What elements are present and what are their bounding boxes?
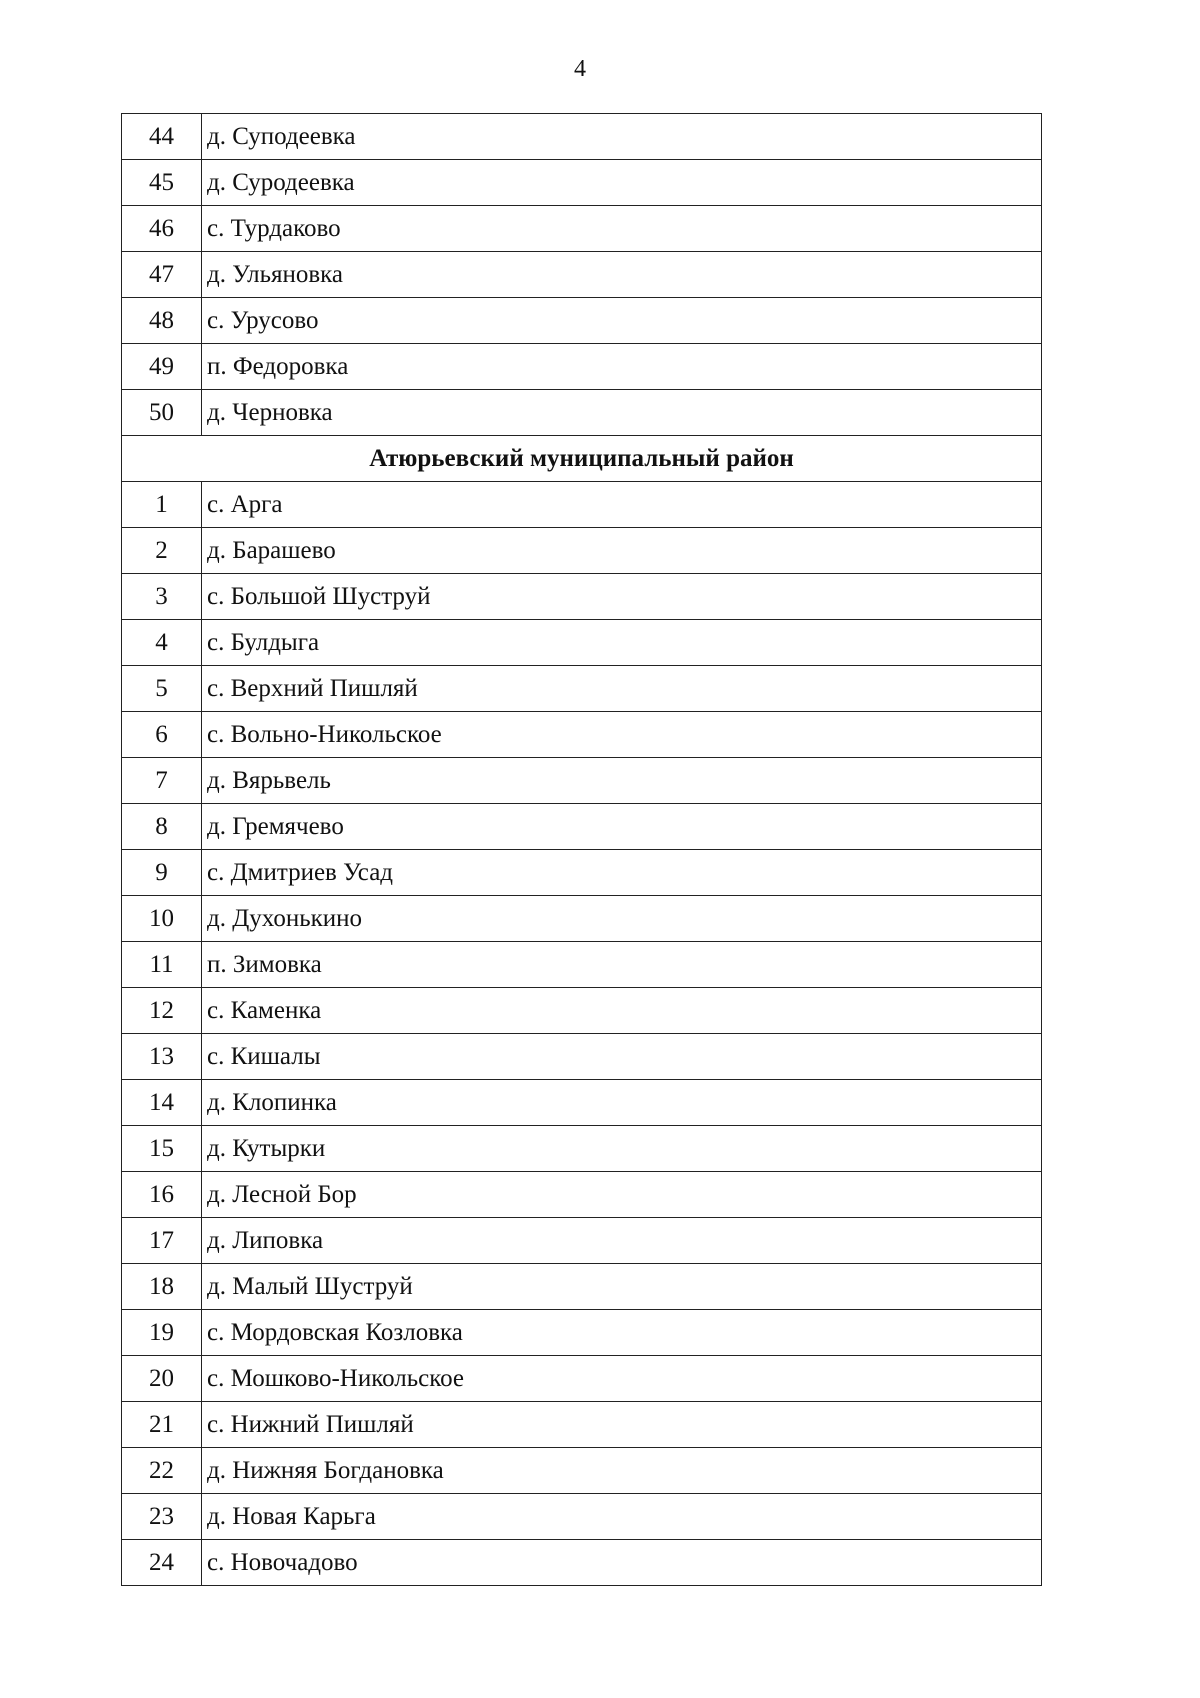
- settlement-name: с. Каменка: [202, 988, 1042, 1034]
- table-row: [122, 298, 1042, 344]
- table-row: [122, 1264, 1042, 1310]
- row-number: 1: [122, 482, 202, 528]
- settlement-name: с. Урусово: [202, 298, 1042, 344]
- section-title: Атюрьевский муниципальный район: [122, 436, 1042, 482]
- row-number: 22: [122, 1448, 202, 1494]
- table-row: [122, 1218, 1042, 1264]
- row-number: 16: [122, 1172, 202, 1218]
- settlement-name: д. Вярьвель: [202, 758, 1042, 804]
- settlement-name: д. Лесной Бор: [202, 1172, 1042, 1218]
- settlement-name: д. Суродеевка: [202, 160, 1042, 206]
- table-row: [122, 942, 1042, 988]
- section-header-row: [122, 436, 1042, 482]
- table-row: [122, 574, 1042, 620]
- settlements-table-body: [122, 114, 1042, 1586]
- row-number: 9: [122, 850, 202, 896]
- row-number: 19: [122, 1310, 202, 1356]
- table-row: [122, 1402, 1042, 1448]
- table-row: [122, 1034, 1042, 1080]
- row-number: 21: [122, 1402, 202, 1448]
- row-number: 23: [122, 1494, 202, 1540]
- settlement-name: д. Клопинка: [202, 1080, 1042, 1126]
- table-row: [122, 896, 1042, 942]
- row-number: 2: [122, 528, 202, 574]
- row-number: 10: [122, 896, 202, 942]
- table-row: [122, 160, 1042, 206]
- table-row: [122, 620, 1042, 666]
- table-row: [122, 528, 1042, 574]
- table-row: [122, 988, 1042, 1034]
- row-number: 5: [122, 666, 202, 712]
- settlement-name: с. Мордовская Козловка: [202, 1310, 1042, 1356]
- table-row: [122, 666, 1042, 712]
- settlement-name: д. Черновка: [202, 390, 1042, 436]
- table-row: [122, 114, 1042, 160]
- table-row: [122, 1310, 1042, 1356]
- table-row: [122, 390, 1042, 436]
- table-row: [122, 712, 1042, 758]
- settlement-name: с. Мошково-Никольское: [202, 1356, 1042, 1402]
- settlement-name: д. Духонькино: [202, 896, 1042, 942]
- table-row: [122, 482, 1042, 528]
- settlement-name: д. Липовка: [202, 1218, 1042, 1264]
- settlement-name: п. Федоровка: [202, 344, 1042, 390]
- settlement-name: д. Малый Шуструй: [202, 1264, 1042, 1310]
- settlement-name: п. Зимовка: [202, 942, 1042, 988]
- row-number: 45: [122, 160, 202, 206]
- row-number: 13: [122, 1034, 202, 1080]
- table-row: [122, 1356, 1042, 1402]
- settlement-name: с. Вольно-Никольское: [202, 712, 1042, 758]
- settlement-name: д. Новая Карьга: [202, 1494, 1042, 1540]
- settlement-name: д. Кутырки: [202, 1126, 1042, 1172]
- settlement-name: с. Арга: [202, 482, 1042, 528]
- row-number: 14: [122, 1080, 202, 1126]
- row-number: 44: [122, 114, 202, 160]
- settlement-name: с. Булдыга: [202, 620, 1042, 666]
- table-row: [122, 206, 1042, 252]
- settlement-name: с. Верхний Пишляй: [202, 666, 1042, 712]
- row-number: 6: [122, 712, 202, 758]
- row-number: 47: [122, 252, 202, 298]
- settlement-name: с. Нижний Пишляй: [202, 1402, 1042, 1448]
- table-row: [122, 1540, 1042, 1586]
- row-number: 3: [122, 574, 202, 620]
- row-number: 12: [122, 988, 202, 1034]
- table-row: [122, 1448, 1042, 1494]
- settlements-table: [121, 113, 1042, 1586]
- page-number: 4: [574, 56, 586, 82]
- settlement-name: д. Гремячево: [202, 804, 1042, 850]
- settlement-name: с. Дмитриев Усад: [202, 850, 1042, 896]
- settlement-name: с. Турдаково: [202, 206, 1042, 252]
- row-number: 49: [122, 344, 202, 390]
- table-row: [122, 1080, 1042, 1126]
- table-row: [122, 1126, 1042, 1172]
- row-number: 7: [122, 758, 202, 804]
- row-number: 50: [122, 390, 202, 436]
- row-number: 18: [122, 1264, 202, 1310]
- table-row: [122, 758, 1042, 804]
- row-number: 20: [122, 1356, 202, 1402]
- settlement-name: с. Большой Шуструй: [202, 574, 1042, 620]
- row-number: 8: [122, 804, 202, 850]
- row-number: 11: [122, 942, 202, 988]
- row-number: 4: [122, 620, 202, 666]
- settlement-name: д. Суподеевка: [202, 114, 1042, 160]
- settlement-name: д. Нижняя Богдановка: [202, 1448, 1042, 1494]
- row-number: 15: [122, 1126, 202, 1172]
- row-number: 46: [122, 206, 202, 252]
- table-row: [122, 1494, 1042, 1540]
- table-row: [122, 1172, 1042, 1218]
- row-number: 17: [122, 1218, 202, 1264]
- settlement-name: д. Ульяновка: [202, 252, 1042, 298]
- table-row: [122, 252, 1042, 298]
- row-number: 24: [122, 1540, 202, 1586]
- settlement-name: с. Новочадово: [202, 1540, 1042, 1586]
- row-number: 48: [122, 298, 202, 344]
- table-row: [122, 850, 1042, 896]
- table-row: [122, 804, 1042, 850]
- table-row: [122, 344, 1042, 390]
- settlement-name: с. Кишалы: [202, 1034, 1042, 1080]
- settlement-name: д. Барашево: [202, 528, 1042, 574]
